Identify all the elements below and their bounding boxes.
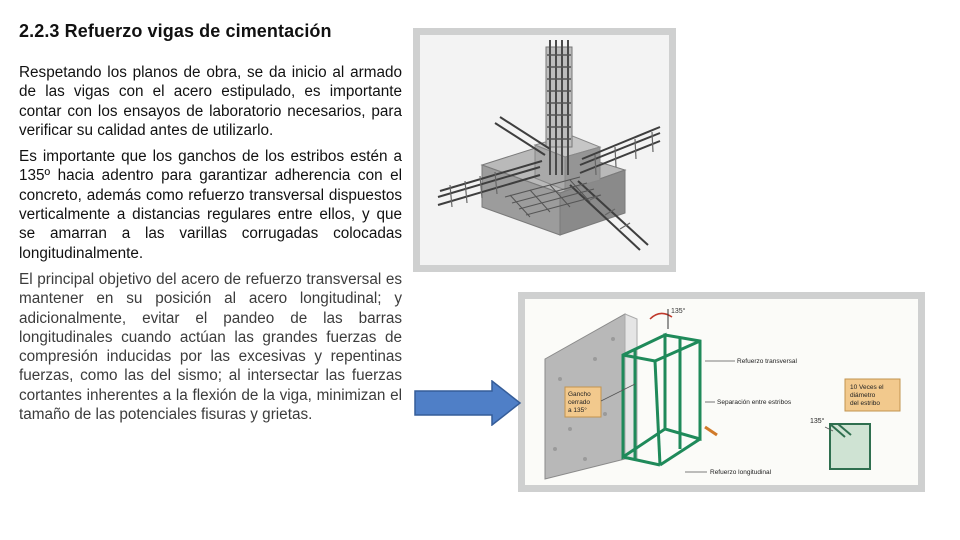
paragraph-1: Respetando los planos de obra, se da inicio al armado de las vigas con el acero estipulado, es importante contar con los ensayos de laboratorio necesarios, para verificar su calidad antes de utilizarlo. [19,64,402,139]
stirrup-detail-image [518,292,925,492]
slide-title: 2.2.3 Refuerzo vigas de cimentación [19,21,332,41]
veces-label-3: del estribo [850,400,880,407]
refuerzo-longitudinal-label: Refuerzo longitudinal [710,469,772,476]
body-text [19,63,402,431]
separacion-label: Separación entre estribos [717,399,792,406]
gancho-label-3: a 135° [568,407,587,414]
foundation-rebar-image [413,28,676,272]
right-arrow-icon [414,380,524,426]
veces-label-2: diámetro [850,392,876,399]
veces-label-1: 10 Veces el [850,384,884,391]
paragraph-3: El principal objetivo del acero de refuerzo transversal es mantener en su posición al acero longitudinal; y adicionalmente, evitar el pandeo de las barras longitudinales cuando actúan las grandes fuerzas de compresión inducidas por las excesivas y repentinas fuerzas, como las del sismo; al intersectar las fuerzas cortantes inherentes a la flexión de la viga, minimizan el tamaño de las potenciales fisuras y grietas. [19,270,402,424]
refuerzo-transversal-label: Refuerzo transversal [737,358,797,365]
paragraph-2: Es importante que los ganchos de los estribos estén a 135º hacia adentro para garantizar adherencia con el concreto, además como refuerzo transversal dispuestos verticalmente a distancias regulares entre ellos, y que se amarran a las varillas corrugadas colocadas longitudinalmente. [19,148,402,262]
gancho-label-2: cerrado [568,399,591,406]
stirrup-diagram [525,299,918,485]
angle-top-label: 135° [671,308,686,315]
angle-detail-label: 135° [810,418,825,425]
rebar-cage-illustration [420,35,669,265]
gancho-label-1: Gancho [568,391,591,398]
